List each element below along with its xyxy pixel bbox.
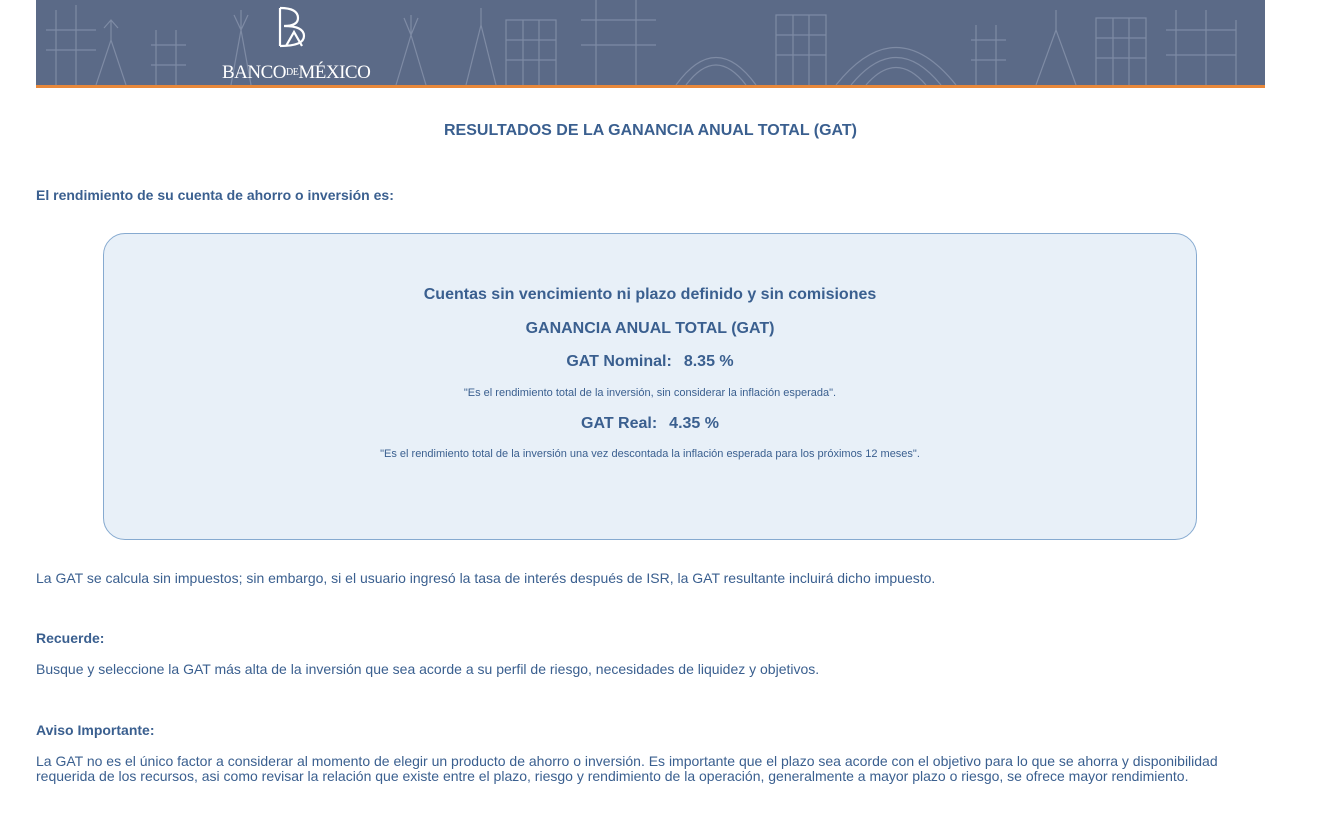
header-banner — [36, 0, 1265, 88]
gat-results-card — [103, 233, 1197, 540]
remember-text: Busque y seleccione la GAT más alta de la inversión que sea acorde a su perfil de riesgo, necesidades de liquidez y objetivos. — [36, 661, 820, 677]
notice-heading: Aviso Importante: — [36, 722, 155, 738]
gat-nominal-note: "Es el rendimiento total de la inversión, sin considerar la inflación esperada". — [463, 387, 837, 399]
gat-real-label: GAT Real: — [581, 415, 658, 432]
page-title: RESULTADOS DE LA GANANCIA ANUAL TOTAL (GAT) — [443, 122, 857, 139]
logo-wordmark: BANCODEMÉXICO — [222, 62, 371, 83]
gat-heading: GANANCIA ANUAL TOTAL (GAT) — [525, 320, 775, 337]
gat-real-row — [104, 415, 1196, 433]
gat-nominal-row — [104, 353, 1196, 371]
intro-text: El rendimiento de su cuenta de ahorro o inversión es: — [36, 187, 394, 203]
remember-heading: Recuerde: — [36, 630, 105, 646]
gat-tax-note: La GAT se calcula sin impuestos; sin embargo, si el usuario ingresó la tasa de interés después de ISR, la GAT resultante incluirá dicho impuesto. — [36, 570, 936, 586]
notice-text: La GAT no es el único factor a considerar al momento de elegir un producto de ahorro o inversión. Es importante que el plazo sea acorde con el objetivo para lo que se ahorra y disponibilidad requerida de los recursos, asi como revisar la relación que existe entre el plazo, riesgo y rendimiento de la operación, generalmente a mayor plazo o riesgo, se ofrece mayor rendimiento. — [36, 753, 1218, 784]
banco-de-mexico-emblem-icon — [272, 4, 312, 50]
gat-real-value: 4.35 % — [669, 415, 719, 432]
gat-real-note: "Es el rendimiento total de la inversión una vez descontada la inflación esperada para los próximos 12 meses". — [380, 448, 920, 460]
gat-nominal-label: GAT Nominal: — [566, 353, 672, 370]
architecture-background-image — [36, 0, 1265, 85]
gat-nominal-value: 8.35 % — [683, 353, 734, 370]
account-type-heading: Cuentas sin vencimiento ni plazo definido y sin comisiones — [423, 286, 877, 303]
banco-de-mexico-logo[interactable] — [222, 4, 371, 83]
